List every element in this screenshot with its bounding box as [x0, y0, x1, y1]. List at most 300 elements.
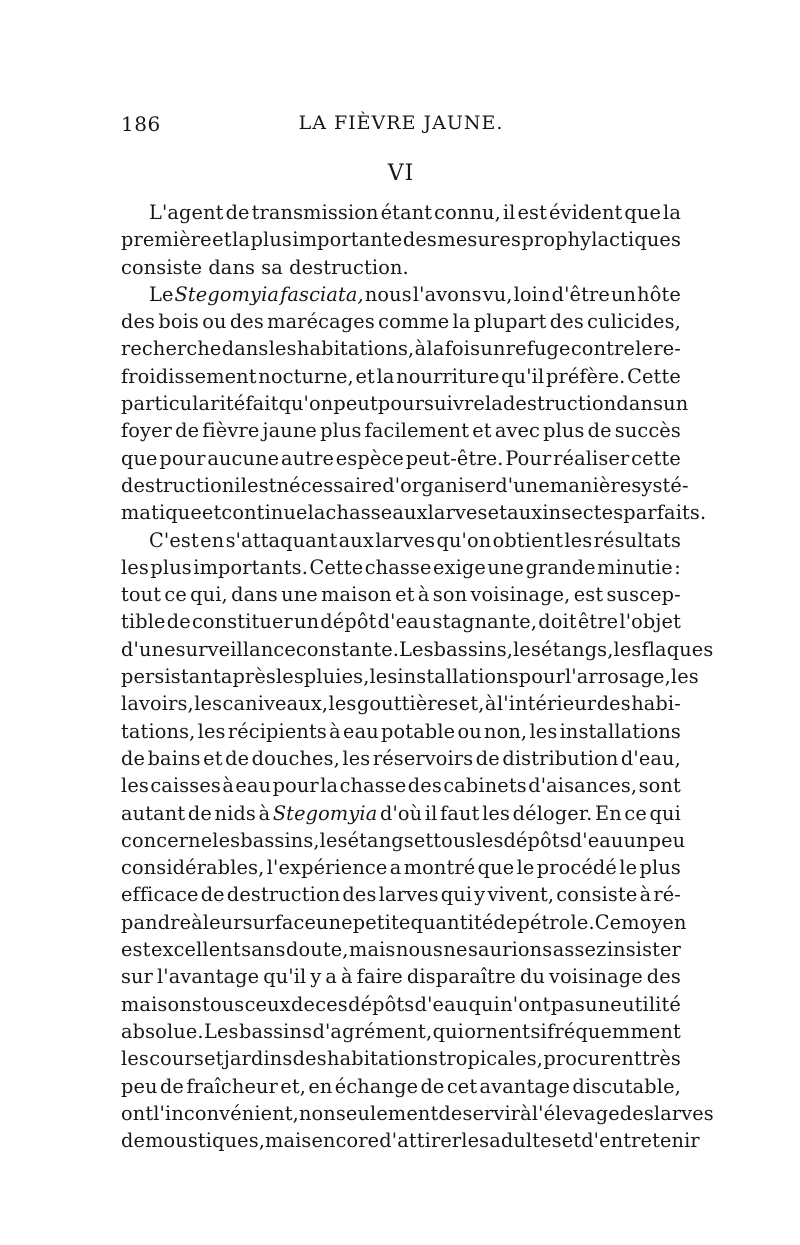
word: servir — [462, 1101, 521, 1125]
word: nous — [395, 938, 443, 962]
word: insister — [606, 938, 681, 962]
word: préfère. — [545, 364, 626, 388]
word: quantité — [410, 910, 494, 934]
text-line — [121, 636, 714, 663]
word: très — [642, 1047, 681, 1071]
word: montré — [403, 856, 476, 880]
word: de — [475, 746, 500, 770]
word: les — [513, 637, 542, 661]
word: s'attaquant — [225, 528, 338, 552]
word: qu'on — [436, 528, 492, 552]
word: de — [420, 1074, 445, 1098]
word: que — [477, 856, 515, 880]
word: des — [549, 310, 584, 334]
word: les — [212, 828, 241, 852]
word: obtient — [492, 528, 564, 552]
word: et — [204, 1047, 224, 1071]
word: transmission — [251, 201, 379, 224]
word: L'agent — [149, 201, 224, 224]
word: peu — [648, 828, 686, 852]
word: à — [191, 910, 203, 934]
word: résultats — [593, 528, 681, 552]
word: la — [663, 201, 681, 224]
word: culicides, — [587, 310, 681, 334]
word: sur — [121, 965, 153, 989]
running-head — [121, 112, 681, 142]
word: les — [613, 637, 642, 661]
word: doute, — [286, 938, 349, 962]
text-line — [121, 199, 681, 226]
word: dépôts — [503, 828, 570, 852]
text-line — [121, 472, 689, 499]
word: avec — [494, 419, 541, 443]
word: à — [341, 965, 353, 989]
word: la — [320, 774, 339, 798]
word: insectes — [542, 501, 624, 525]
word: qui — [468, 992, 500, 1016]
word: chasse — [364, 555, 432, 579]
word: un — [294, 610, 320, 634]
word: ceux — [244, 992, 291, 1016]
word: en — [308, 1074, 333, 1098]
word: les — [121, 774, 149, 798]
word: des — [407, 774, 442, 798]
word: moustiques, — [145, 1129, 266, 1153]
word: la — [232, 228, 251, 252]
word: disparaître — [406, 965, 516, 989]
word: première — [121, 228, 212, 252]
word: bassins, — [240, 828, 320, 852]
word: l'expérience — [266, 856, 388, 880]
word: l'avons — [412, 282, 482, 306]
word: aucune — [207, 446, 280, 470]
word: est — [573, 583, 604, 607]
word: après — [220, 665, 276, 689]
word: cabinets — [443, 774, 527, 798]
word: surface — [242, 910, 317, 934]
word: Stegomyia — [174, 282, 280, 306]
word: sans — [241, 938, 286, 962]
word: systé- — [631, 473, 689, 497]
word: exige — [432, 555, 486, 579]
text-line — [121, 690, 681, 717]
text-line — [121, 581, 681, 608]
word: si — [530, 1019, 547, 1043]
word: les — [475, 828, 504, 852]
word: gouttières — [356, 692, 459, 716]
word: qui — [649, 801, 681, 825]
word: dépôt — [320, 610, 377, 634]
word: plus — [639, 856, 681, 880]
text-line — [121, 390, 689, 417]
word: contre — [570, 337, 635, 361]
word: d'une — [121, 637, 176, 661]
word: marécages — [267, 310, 375, 334]
word: ce — [624, 801, 647, 825]
word: flaques — [641, 637, 714, 661]
word: foyer — [121, 419, 173, 443]
text-line — [121, 827, 686, 854]
word: de — [121, 746, 146, 770]
word: à — [417, 583, 430, 607]
word: l'intérieur — [496, 692, 597, 716]
word: pour — [518, 665, 565, 689]
word: ont — [121, 1101, 154, 1125]
word: mais — [265, 1129, 312, 1153]
text-line — [121, 745, 681, 772]
word: réaliser — [553, 446, 630, 470]
word: Les — [399, 637, 434, 661]
word: à — [329, 719, 341, 743]
word: les — [461, 1129, 490, 1153]
word: qu'on — [278, 392, 334, 416]
word: des — [646, 965, 681, 989]
text-line — [121, 445, 681, 472]
word: bains — [147, 746, 201, 770]
word: comme — [378, 310, 450, 334]
word: ré- — [653, 883, 681, 907]
word: douches, — [251, 746, 340, 770]
word: de — [200, 883, 225, 907]
word: qui — [440, 883, 473, 907]
word: fréquemment — [547, 1019, 681, 1043]
word: cette — [631, 446, 681, 470]
word: est — [247, 473, 277, 497]
text-line — [121, 854, 681, 881]
word: à — [639, 883, 652, 907]
word: fièvre — [202, 419, 260, 443]
text-line — [121, 1045, 681, 1072]
text-line — [121, 254, 681, 281]
word: Ce — [594, 910, 622, 934]
word: adultes — [489, 1129, 562, 1153]
word: minutie — [597, 555, 673, 579]
word: dans — [221, 337, 269, 361]
word: à — [520, 1101, 532, 1125]
word: En — [594, 801, 622, 825]
text-line — [121, 608, 681, 635]
word: une — [487, 555, 525, 579]
word: eau — [235, 774, 272, 798]
word: ornent — [464, 1019, 531, 1043]
word: potable — [381, 719, 456, 743]
word: est — [517, 201, 547, 224]
word: procédé — [536, 856, 617, 880]
word: destruction — [121, 473, 235, 497]
word: l'inconvénient, — [153, 1101, 299, 1125]
text-line — [121, 963, 681, 990]
word: voisinage — [549, 965, 643, 989]
word: plus — [150, 555, 192, 579]
word: des — [121, 310, 156, 334]
word: distribution — [502, 746, 619, 770]
word: d'eau — [377, 610, 432, 634]
word: qui, — [190, 583, 228, 607]
word: pluies, — [303, 665, 370, 689]
word: évident — [548, 201, 623, 224]
word: et — [395, 583, 415, 607]
word: vivent, — [487, 883, 555, 907]
word: nourriture — [396, 364, 500, 388]
word: ne — [443, 938, 468, 962]
word: d'eau, — [620, 746, 681, 770]
word: une — [281, 583, 318, 607]
text-line — [121, 499, 707, 526]
word: doit — [538, 610, 577, 634]
word: espèce — [335, 446, 404, 470]
word: efficace — [121, 883, 199, 907]
word: maisons — [121, 992, 202, 1016]
word: réservoirs — [372, 746, 474, 770]
body-text — [121, 199, 714, 1154]
word: échange — [334, 1074, 419, 1098]
word: consiste — [556, 883, 638, 907]
text-line — [121, 718, 681, 745]
word: aux — [392, 501, 428, 525]
word: de — [175, 419, 200, 443]
word: eau — [343, 719, 379, 743]
word: et, — [458, 692, 485, 716]
word: et — [413, 828, 434, 852]
word: voisinage, — [470, 583, 571, 607]
word: de — [493, 910, 518, 934]
word: à — [484, 692, 497, 716]
word: des — [229, 310, 264, 334]
word: les — [670, 665, 699, 689]
word: pour — [159, 446, 206, 470]
word: constante. — [295, 637, 400, 661]
text-line — [121, 363, 681, 390]
word: les — [319, 828, 348, 852]
word: Cette — [627, 364, 681, 388]
word: et — [561, 1129, 582, 1153]
word: peut-être. — [405, 446, 504, 470]
word: autant — [121, 801, 186, 825]
word: un — [610, 282, 637, 306]
word: et — [203, 746, 223, 770]
word: les — [194, 692, 223, 716]
word: tous — [433, 828, 476, 852]
word: dépôts — [348, 992, 415, 1016]
word: aux — [507, 501, 543, 525]
word: habitations — [327, 1047, 439, 1071]
word: destruction. — [289, 255, 409, 279]
text-line — [121, 308, 681, 335]
word: recherche — [121, 337, 222, 361]
word: considérables, — [121, 856, 265, 880]
word: loin — [513, 282, 551, 306]
word: d'entretenir — [581, 1129, 700, 1153]
word: d'être — [551, 282, 610, 306]
word: l'arrosage, — [564, 665, 671, 689]
word: de — [290, 992, 316, 1016]
word: de — [159, 1074, 184, 1098]
word: la — [452, 310, 471, 334]
word: que — [624, 201, 662, 224]
word: autre — [280, 446, 335, 470]
word: être — [577, 610, 619, 634]
word: installations — [559, 719, 681, 743]
word: d'eau — [414, 992, 469, 1016]
word: du — [519, 965, 546, 989]
word: faut — [440, 801, 480, 825]
word: plus — [250, 228, 292, 252]
word: d'organiser — [382, 473, 496, 497]
word: à — [258, 801, 271, 825]
word: les — [275, 665, 304, 689]
text-line — [121, 772, 681, 799]
word: constituer — [191, 610, 293, 634]
word: procurent — [543, 1047, 642, 1071]
word: destruction — [502, 392, 617, 416]
word: a — [389, 856, 402, 880]
text-line — [121, 909, 687, 936]
word: une — [585, 992, 622, 1016]
word: il — [424, 801, 438, 825]
word: de — [587, 419, 612, 443]
word: refuge — [505, 337, 571, 361]
running-title: LA FIÈVRE JAUNE. — [298, 112, 504, 134]
word: excellent — [150, 938, 241, 962]
word: à — [414, 337, 427, 361]
word: qu'il — [263, 965, 307, 989]
text-line — [121, 554, 681, 581]
word: saurions — [467, 938, 553, 962]
word: l'avantage — [156, 965, 260, 989]
word: y — [310, 965, 322, 989]
word: d'attirer — [379, 1129, 462, 1153]
word: habitations, — [296, 337, 415, 361]
section-heading: VI — [387, 161, 415, 186]
word: le — [635, 337, 654, 361]
word: récipients — [227, 719, 327, 743]
word: cours — [149, 1047, 204, 1071]
word: manière — [549, 473, 632, 497]
word: destruction — [226, 883, 341, 907]
word: bois — [158, 310, 199, 334]
word: maison — [321, 583, 392, 607]
word: mais — [349, 938, 396, 962]
word: caisses — [150, 774, 221, 798]
word: des — [342, 883, 377, 907]
word: plus — [543, 419, 585, 443]
word: sa — [261, 255, 283, 279]
word: ce — [164, 583, 187, 607]
word: pandre — [121, 910, 192, 934]
word: importants. — [193, 555, 308, 579]
word: succès — [614, 419, 681, 443]
word: de — [166, 610, 191, 634]
word: plus — [320, 419, 362, 443]
word: utilité — [622, 992, 681, 1016]
word: d'agrément, — [312, 1019, 433, 1043]
word: et, — [280, 1074, 307, 1098]
text-line — [121, 1100, 714, 1127]
word: ou — [457, 719, 482, 743]
word: caniveaux, — [222, 692, 329, 716]
word: non, — [484, 719, 528, 743]
text-line — [121, 281, 681, 308]
word: étangs — [347, 828, 414, 852]
word: facilement — [364, 419, 470, 443]
word: larves — [375, 528, 436, 552]
word: étangs, — [541, 637, 614, 661]
word: habi- — [631, 692, 681, 716]
word: dans — [208, 255, 256, 279]
word: qui — [432, 1019, 464, 1043]
word: il — [502, 201, 516, 224]
word: étant — [380, 201, 433, 224]
word: la — [426, 337, 445, 361]
word: en — [200, 528, 225, 552]
word: un — [480, 337, 506, 361]
word: pas — [550, 992, 585, 1016]
word: jaune — [262, 419, 317, 443]
word: et — [472, 419, 492, 443]
word: de — [225, 746, 250, 770]
word: les — [369, 665, 398, 689]
word: absolue. — [121, 1019, 204, 1043]
word: cet — [446, 1074, 478, 1098]
word: son — [432, 583, 468, 607]
word: suscep- — [606, 583, 681, 607]
word: aux — [338, 528, 374, 552]
word: connu, — [434, 201, 501, 224]
word: persistant — [121, 665, 221, 689]
word: mesures — [437, 228, 522, 252]
text-line — [121, 881, 681, 908]
text-line — [121, 1127, 700, 1154]
word: les — [121, 555, 149, 579]
word: particularité — [121, 392, 246, 416]
word: la — [307, 501, 326, 525]
word: de — [121, 1129, 146, 1153]
word: pétrole. — [517, 910, 595, 934]
word: n'ont — [500, 992, 551, 1016]
text-line — [121, 417, 681, 444]
word: nécessaire — [276, 473, 383, 497]
word: Cette — [309, 555, 364, 579]
word: un — [623, 828, 649, 852]
word: les — [328, 692, 357, 716]
word: il — [234, 473, 248, 497]
word: d'eau — [569, 828, 624, 852]
word: des — [596, 692, 631, 716]
text-line — [121, 226, 681, 253]
word: poursuivre — [377, 392, 485, 416]
page-number: 186 — [121, 112, 161, 136]
word: chasse — [325, 501, 393, 525]
word: peu — [121, 1074, 158, 1098]
word: prophylactiques — [521, 228, 681, 252]
word: larves — [378, 883, 439, 907]
word: pour — [272, 774, 319, 798]
word: les — [564, 528, 593, 552]
word: parfaits. — [623, 501, 707, 525]
word: stagnante, — [432, 610, 538, 634]
word: C'est — [149, 528, 199, 552]
word: et — [201, 501, 222, 525]
word: surveillance — [175, 637, 296, 661]
word: Le — [149, 282, 174, 306]
word: leur — [202, 910, 243, 934]
text-line — [121, 800, 681, 827]
word: tations, — [121, 719, 196, 743]
word: consiste — [121, 255, 203, 279]
word: fait — [245, 392, 279, 416]
word: continue — [221, 501, 308, 525]
word: et — [212, 228, 232, 252]
